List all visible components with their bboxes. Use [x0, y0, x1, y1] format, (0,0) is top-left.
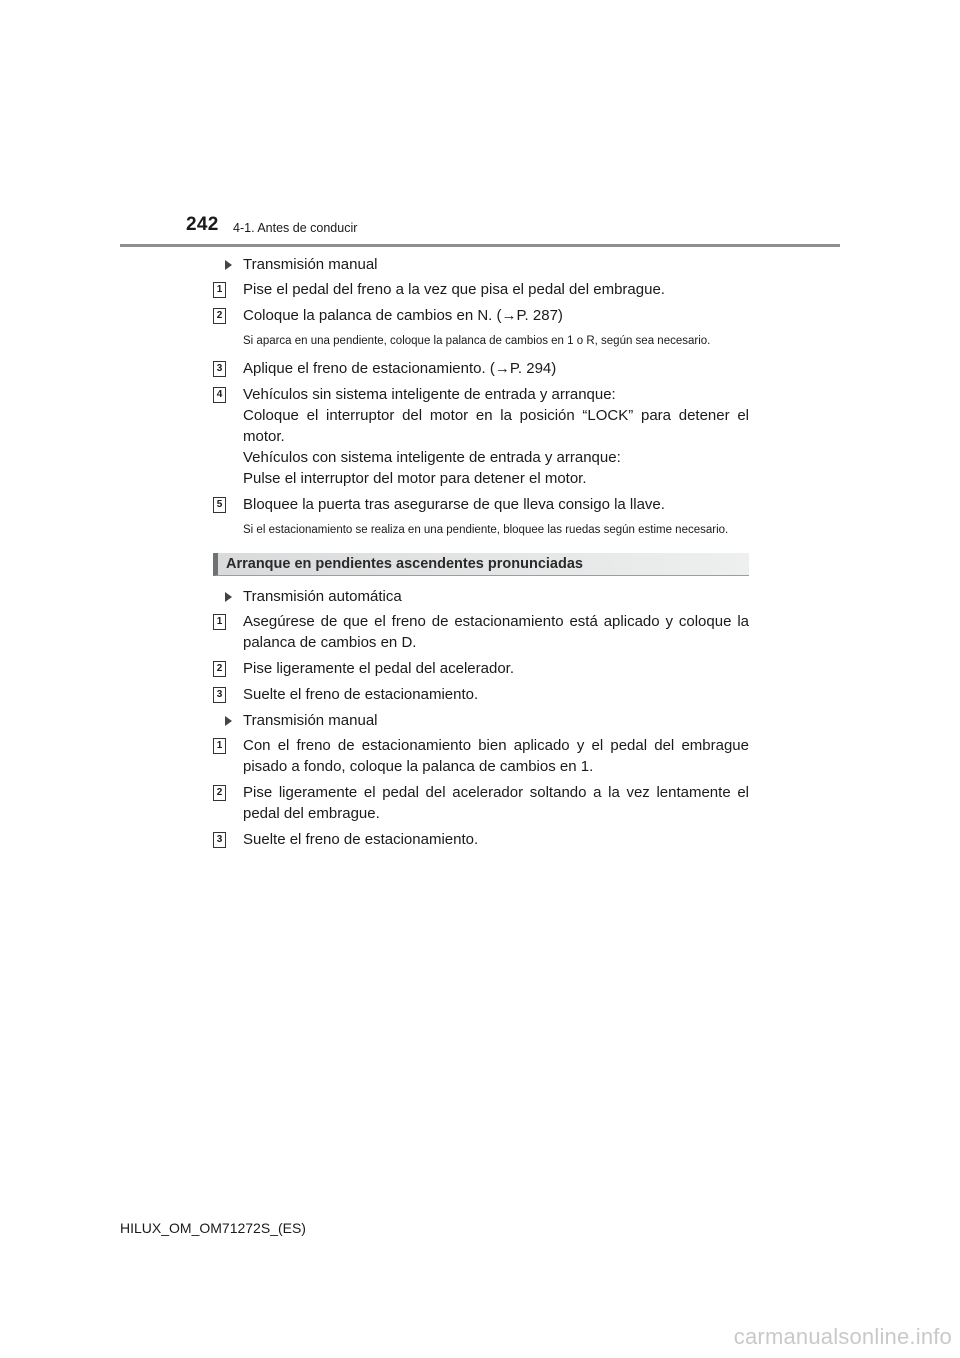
step-text: Pise ligeramente el pedal del acelerador.	[243, 660, 515, 677]
step-text: Bloquee la puerta tras asegurarse de que lleva consigo la llave.	[243, 496, 665, 513]
step-text-line: Vehículos con sistema inteligente de entrada y arranque:	[243, 449, 621, 466]
step-item	[213, 611, 749, 653]
triangle-bullet-icon	[225, 260, 232, 270]
page-number: 242	[186, 214, 219, 235]
subheading-text: Transmisión manual	[243, 256, 378, 273]
page-content	[213, 254, 749, 855]
step-number-badge: 3	[213, 832, 226, 848]
step-item	[213, 782, 749, 824]
step-number-badge: 1	[213, 614, 226, 630]
step-number-badge: 1	[213, 282, 226, 298]
subheading-text: Transmisión automática	[243, 588, 402, 605]
watermark-text: carmanualsonline.info	[733, 1324, 952, 1349]
step-item	[213, 684, 749, 705]
step-text-line: Coloque el interruptor del motor en la posición “LOCK” para detener el motor.	[243, 407, 749, 445]
step-text: Aplique el freno de estacionamiento. (→P. 294)	[243, 360, 557, 377]
step-note: Si aparca en una pendiente, coloque la palanca de cambios en 1 o R, según sea necesario.	[243, 335, 711, 347]
subheading-manual-transmission	[213, 710, 749, 731]
step-text-line: Vehículos sin sistema inteligente de entrada y arranque:	[243, 386, 616, 403]
step-text: Coloque la palanca de cambios en N. (→P. 287)	[243, 307, 563, 324]
step-item	[213, 494, 749, 515]
step-text: Suelte el freno de estacionamiento.	[243, 831, 479, 848]
step-text: Suelte el freno de estacionamiento.	[243, 686, 479, 703]
section-reference: 4-1. Antes de conducir	[233, 221, 358, 235]
step-number-badge: 2	[213, 308, 226, 324]
step-number-badge: 4	[213, 387, 226, 403]
section-title: Arranque en pendientes ascendentes pronunciadas	[226, 556, 583, 572]
step-text: Pise ligeramente el pedal del acelerador soltando a la vez lentamente el pedal del embrague.	[243, 784, 749, 822]
step-item	[213, 358, 749, 379]
step-number-badge: 2	[213, 661, 226, 677]
triangle-bullet-icon	[225, 716, 232, 726]
subheading-text: Transmisión manual	[243, 712, 378, 729]
step-number-badge: 3	[213, 687, 226, 703]
step-number-badge: 5	[213, 497, 226, 513]
step-item	[213, 829, 749, 850]
subheading-manual-transmission	[213, 254, 749, 275]
step-text: Asegúrese de que el freno de estacionamiento está aplicado y coloque la palanca de cambios en D.	[243, 613, 749, 651]
step-text-line: Pulse el interruptor del motor para detener el motor.	[243, 470, 587, 487]
document-id-footer: HILUX_OM_OM71272S_(ES)	[120, 1220, 306, 1236]
step-item	[213, 305, 749, 326]
subheading-automatic-transmission	[213, 586, 749, 607]
step-text: Pise el pedal del freno a la vez que pisa el pedal del embrague.	[243, 281, 665, 298]
step-item	[213, 279, 749, 300]
step-item	[213, 735, 749, 777]
step-note: Si el estacionamiento se realiza en una pendiente, bloquee las ruedas según estime necesario.	[243, 524, 729, 536]
step-number-badge: 1	[213, 738, 226, 754]
section-title-bar	[213, 553, 749, 576]
step-number-badge: 3	[213, 361, 226, 377]
step-text: Con el freno de estacionamiento bien aplicado y el pedal del embrague pisado a fondo, coloque la palanca de cambios en 1.	[243, 737, 749, 775]
step-item	[213, 384, 749, 489]
triangle-bullet-icon	[225, 592, 232, 602]
step-number-badge: 2	[213, 785, 226, 801]
header-divider	[120, 244, 840, 247]
step-item	[213, 658, 749, 679]
